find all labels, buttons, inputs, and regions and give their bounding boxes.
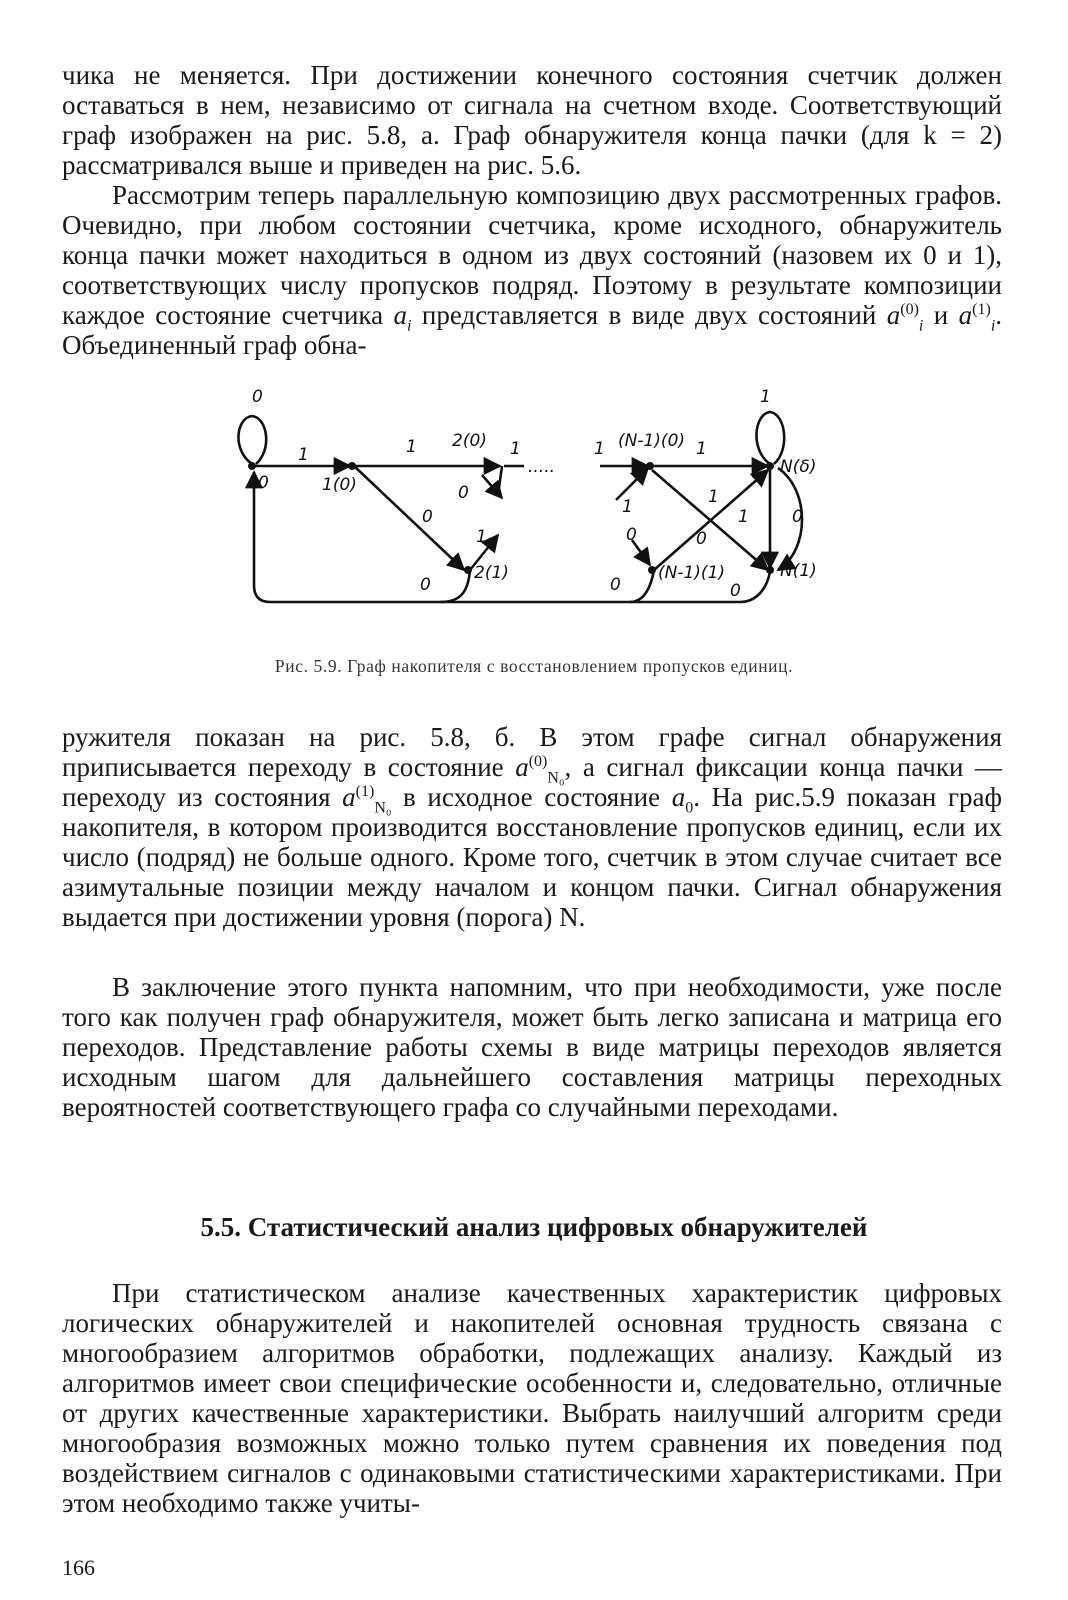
label-e-1-2: 1 bbox=[406, 437, 417, 457]
edge-1-2one bbox=[354, 466, 464, 570]
label-e-2-out: 1 bbox=[510, 439, 521, 459]
symbol-aN0-sub: N₀ bbox=[547, 769, 565, 787]
label-a0-0: 0 bbox=[258, 473, 269, 493]
state-graph-figure bbox=[230, 380, 850, 620]
symbol-ai: a bbox=[393, 300, 408, 330]
edge-2-down bbox=[498, 466, 502, 495]
label-e-return-n: 0 bbox=[730, 581, 741, 601]
label-e-n1-nd: 1 bbox=[696, 439, 707, 459]
composition-text-mid: представляется в виде двух состояний bbox=[411, 300, 887, 330]
label-s2-1: 2(1) bbox=[474, 563, 509, 583]
paragraph-conclusion bbox=[62, 972, 1002, 1122]
edge-return-n1 bbox=[440, 570, 654, 602]
label-e-return-n1: 0 bbox=[610, 575, 621, 595]
paragraph-top bbox=[62, 60, 1002, 180]
edge-return-a0 bbox=[254, 472, 470, 602]
after-text-1: ружителя показан на рис. 5.8, б. В этом графе сигнал обнаружения приписывается переходу в состояние bbox=[62, 722, 1002, 782]
paragraph-top-text: чика не меняется. При достижении конечного состояния счетчик должен оставаться в нем, независимо от сигнала на счетном входе. Соответствующий граф изображен на рис. 5.8, а. Граф обнаружителя конца пачки (для k = 2) рассматривался выше и приведен на рис. 5.6. bbox=[62, 60, 1002, 180]
symbol-ai1: a bbox=[958, 300, 973, 330]
label-e-2-zero: 0 bbox=[458, 483, 469, 503]
edge-in-n1-b bbox=[616, 468, 648, 500]
symbol-ai0-sup: (0) bbox=[900, 301, 919, 318]
figure-caption: Рис. 5.9. Граф накопителя с восстановлением пропусков единиц. bbox=[274, 656, 794, 676]
symbol-ai0-sub: i bbox=[918, 317, 924, 335]
symbol-ai1-sup: (1) bbox=[972, 301, 991, 318]
symbol-aN1-sup: (1) bbox=[355, 783, 375, 800]
symbol-aN1-sub: N₀ bbox=[374, 799, 392, 817]
composition-text-end: . Объединенный граф обна- bbox=[62, 300, 1003, 360]
label-e-1-2one: 0 bbox=[422, 507, 433, 527]
symbol-ai-sub: i bbox=[407, 317, 412, 335]
label-s2-0: 2(0) bbox=[452, 431, 487, 451]
label-e-in-n1one: 0 bbox=[626, 525, 637, 545]
page-number: 166 bbox=[62, 1555, 95, 1580]
symbol-ai1-sub: i bbox=[990, 317, 996, 335]
label-sN1-0: (N-1)(0) bbox=[618, 431, 686, 451]
label-e-a0-1: 1 bbox=[298, 445, 309, 465]
symbol-aN0: a bbox=[515, 752, 529, 782]
paragraph-section-text: При статистическом анализе качественных характеристик цифровых логических обнаружителей и накопителей основная трудность связана с многообразием алгоритмов обработки, подлежащих анализу. Каждый из алгоритмов имеет свои специфические особенности и, следовательно, отличные от других качественные характеристики. Выбрать наилучший алгоритм среди многообразия возможных можно только путем сравнения их поведения под воздействием сигналов с одинаковыми статистическими характеристиками. При этом необходимо также учиты- bbox=[62, 1278, 1002, 1518]
label-sN-d: N(δ) bbox=[780, 457, 817, 477]
symbol-a0-sub: 0 bbox=[685, 799, 694, 817]
label-e-2one-out: 1 bbox=[476, 527, 487, 547]
paragraph-after-figure bbox=[62, 722, 1002, 932]
loop-a0 bbox=[238, 416, 266, 464]
label-e-cross-0: 0 bbox=[696, 529, 707, 549]
section-heading: 5.5. Статистический анализ цифровых обнаружителей bbox=[200, 1212, 868, 1242]
symbol-aN0-sup: (0) bbox=[528, 753, 548, 770]
after-text-3: в исходное состояние bbox=[391, 782, 672, 812]
label-s1-0: 1(0) bbox=[322, 475, 357, 495]
symbol-aN1: a bbox=[342, 782, 356, 812]
symbol-a0: a bbox=[671, 782, 686, 812]
label-sN-1: N(1) bbox=[780, 561, 817, 581]
paragraph-composition bbox=[62, 180, 1002, 360]
label-sN1-1: (N-1)(1) bbox=[658, 563, 726, 583]
composition-text-before: Рассмотрим теперь параллельную композицию двух рассмотренных графов. Очевидно, при любом состоянии счетчика, кроме исходного, обнаружитель конца пачки может находиться в одном из двух состояний (назовем их 0 и 1), соответствующих числу пропусков подряд. Поэтому в результате композиции каждое состояние счетчика bbox=[62, 180, 1002, 330]
label-loop0: 0 bbox=[252, 387, 263, 407]
label-e-in-n1-b: 1 bbox=[622, 497, 633, 517]
label-loop-nd: 1 bbox=[760, 387, 771, 407]
paragraph-conclusion-text: В заключение этого пункта напомним, что при необходимости, уже после того как получен граф обнаружителя, может быть легко записана и матрица его переходов. Представление работы схемы в виде матрицы переходов является исходным шагом для дальнейшего составления матрицы переходных вероятностей соответствующего графа со случайными переходами. bbox=[62, 972, 1002, 1122]
symbol-ai0: a bbox=[886, 300, 901, 330]
label-e-in-n1: 1 bbox=[594, 439, 605, 459]
label-e-cross-1: 1 bbox=[708, 487, 719, 507]
label-e-nd-n1: 1 bbox=[738, 507, 749, 527]
label-e-return: 0 bbox=[420, 575, 431, 595]
composition-and: и bbox=[923, 300, 959, 330]
paragraph-section bbox=[62, 1278, 1002, 1518]
after-text-2: , а сигнал фиксации конца пачки — переходу из состояния bbox=[62, 752, 1002, 812]
after-text-4: . На рис.5.9 показан граф накопителя, в котором производится восстановление пропусков единиц, если их число (подряд) не больше одного. Кроме того, счетчик в этом случае считает все азимутальные позиции между началом и концом пачки. Сигнал обнаружения выдается при достижении уровня (порога) N. bbox=[62, 782, 1002, 932]
label-dots: ..... bbox=[528, 457, 556, 477]
label-e-n1-nd-back: 0 bbox=[792, 507, 803, 527]
